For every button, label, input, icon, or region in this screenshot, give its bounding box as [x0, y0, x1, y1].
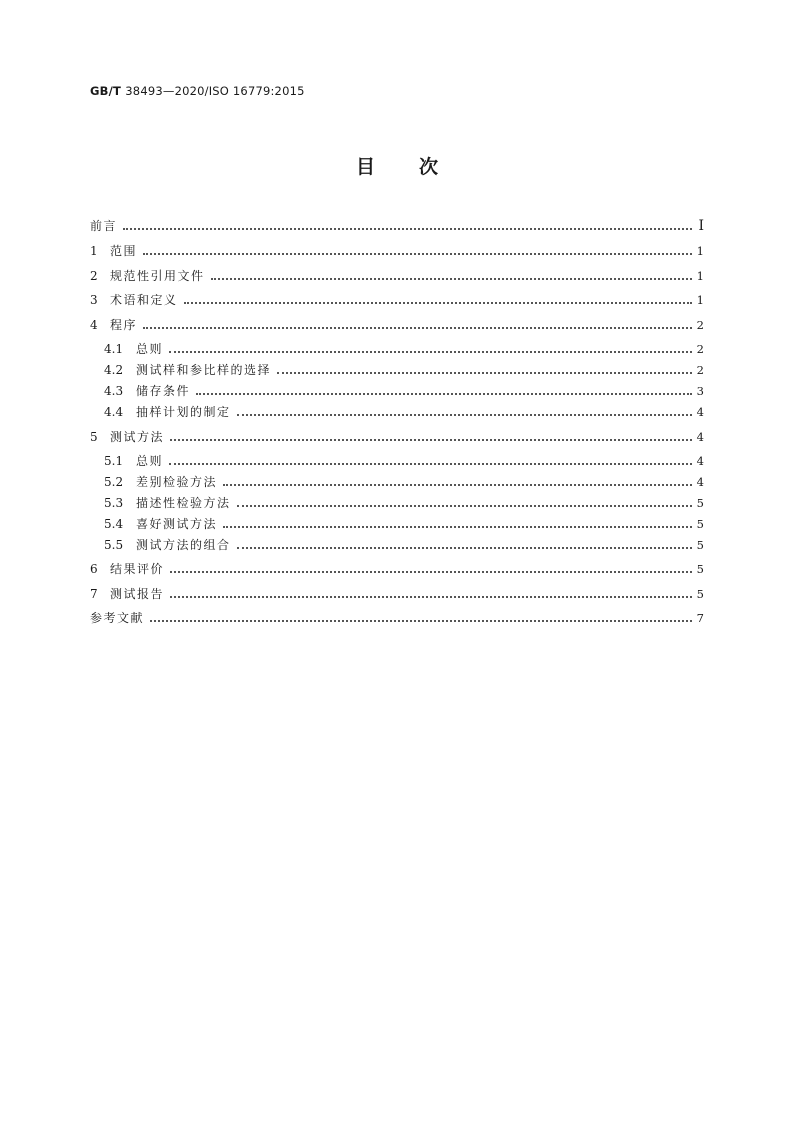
- toc-dot-leader: [169, 463, 692, 465]
- toc-entry[interactable]: [104, 474, 704, 490]
- toc-entry[interactable]: [104, 537, 704, 553]
- toc-dot-leader: [237, 505, 692, 507]
- toc-entry[interactable]: [90, 561, 704, 577]
- toc-page-number: 2: [696, 318, 704, 332]
- toc-entry[interactable]: [90, 317, 704, 333]
- toc-entry-label: 结果评价: [110, 562, 165, 576]
- toc-entry[interactable]: [90, 586, 704, 602]
- toc-section-number: 7: [90, 587, 98, 601]
- toc-entry-label: 测试样和参比样的选择: [136, 363, 272, 377]
- toc-dot-leader: [143, 327, 692, 329]
- toc-entry[interactable]: [90, 292, 704, 308]
- toc-entry-label: 测试报告: [110, 587, 165, 601]
- table-of-contents: [90, 0, 704, 1123]
- toc-entry[interactable]: [90, 218, 704, 234]
- page-title: 目次: [355, 156, 482, 178]
- toc-dot-leader: [150, 620, 692, 622]
- toc-dot-leader: [143, 253, 692, 255]
- toc-page-number: 1: [696, 244, 704, 258]
- toc-page-number: 4: [696, 454, 704, 468]
- toc-page-number: 7: [696, 611, 704, 625]
- toc-dot-leader: [237, 547, 692, 549]
- toc-dot-leader: [196, 393, 692, 395]
- toc-page-number: 5: [696, 496, 704, 510]
- toc-page-number: 4: [696, 405, 704, 419]
- toc-page-number: 1: [696, 269, 704, 283]
- toc-section-number: 5.4: [104, 517, 124, 531]
- toc-entry-label: 喜好测试方法: [136, 517, 218, 531]
- toc-entry-label: 描述性检验方法: [136, 496, 231, 510]
- toc-entry-label: 测试方法的组合: [136, 538, 231, 552]
- toc-entry-label: 范围: [110, 244, 138, 258]
- toc-section-number: 5.3: [104, 496, 124, 510]
- toc-entry[interactable]: [104, 404, 704, 420]
- toc-section-number: 4.3: [104, 384, 124, 398]
- toc-section-number: 5.1: [104, 454, 124, 468]
- toc-section-number: 4.2: [104, 363, 124, 377]
- toc-entry-label: 抽样计划的制定: [136, 405, 231, 419]
- toc-entry[interactable]: [90, 610, 704, 626]
- toc-entry-label: 总则: [136, 454, 164, 468]
- toc-section-number: 4: [90, 318, 98, 332]
- toc-entry[interactable]: [90, 429, 704, 445]
- toc-dot-leader: [237, 414, 692, 416]
- toc-section-number: 4.4: [104, 405, 124, 419]
- standard-number: 38493—2020/ISO 16779:2015: [125, 84, 305, 98]
- toc-dot-leader: [169, 351, 692, 353]
- toc-entry-label: 程序: [110, 318, 138, 332]
- toc-entry[interactable]: [104, 495, 704, 511]
- toc-section-number: 6: [90, 562, 98, 576]
- toc-page-number: 2: [696, 363, 704, 377]
- toc-page-number: 5: [696, 587, 704, 601]
- toc-section-number: 3: [90, 293, 98, 307]
- toc-page-number: 4: [696, 475, 704, 489]
- toc-entry-label: 测试方法: [110, 430, 165, 444]
- toc-page-number: 5: [696, 517, 704, 531]
- toc-entry-label: 总则: [136, 342, 164, 356]
- toc-entry[interactable]: [90, 243, 704, 259]
- toc-page-number: 4: [696, 430, 704, 444]
- toc-dot-leader: [184, 302, 692, 304]
- toc-entry-label: 规范性引用文件: [110, 269, 205, 283]
- toc-dot-leader: [170, 571, 692, 573]
- toc-dot-leader: [223, 526, 692, 528]
- toc-page-number: 3: [696, 384, 704, 398]
- toc-entry-label: 参考文献: [90, 611, 145, 625]
- standard-prefix: GB/T: [90, 84, 122, 98]
- toc-entry[interactable]: [90, 268, 704, 284]
- toc-page-number: 5: [696, 538, 704, 552]
- toc-entry[interactable]: [104, 453, 704, 469]
- toc-entry-label: 术语和定义: [110, 293, 178, 307]
- toc-dot-leader: [277, 372, 692, 374]
- toc-section-number: 4.1: [104, 342, 124, 356]
- toc-entry-label: 前言: [90, 219, 118, 233]
- toc-entry-label: 差别检验方法: [136, 475, 218, 489]
- toc-entry[interactable]: [104, 516, 704, 532]
- toc-entry[interactable]: [104, 383, 704, 399]
- toc-dot-leader: [211, 278, 692, 280]
- toc-entry[interactable]: [104, 362, 704, 378]
- toc-page-number: I: [698, 218, 704, 234]
- toc-dot-leader: [123, 228, 692, 230]
- toc-dot-leader: [170, 596, 692, 598]
- toc-dot-leader: [170, 439, 692, 441]
- toc-page-number: 2: [696, 342, 704, 356]
- toc-section-number: 5.5: [104, 538, 124, 552]
- toc-page-number: 1: [696, 293, 704, 307]
- toc-page-number: 5: [696, 562, 704, 576]
- toc-section-number: 5: [90, 430, 98, 444]
- toc-section-number: 5.2: [104, 475, 124, 489]
- toc-section-number: 1: [90, 244, 98, 258]
- toc-entry-label: 储存条件: [136, 384, 191, 398]
- toc-section-number: 2: [90, 269, 98, 283]
- toc-dot-leader: [223, 484, 692, 486]
- toc-entry[interactable]: [104, 341, 704, 357]
